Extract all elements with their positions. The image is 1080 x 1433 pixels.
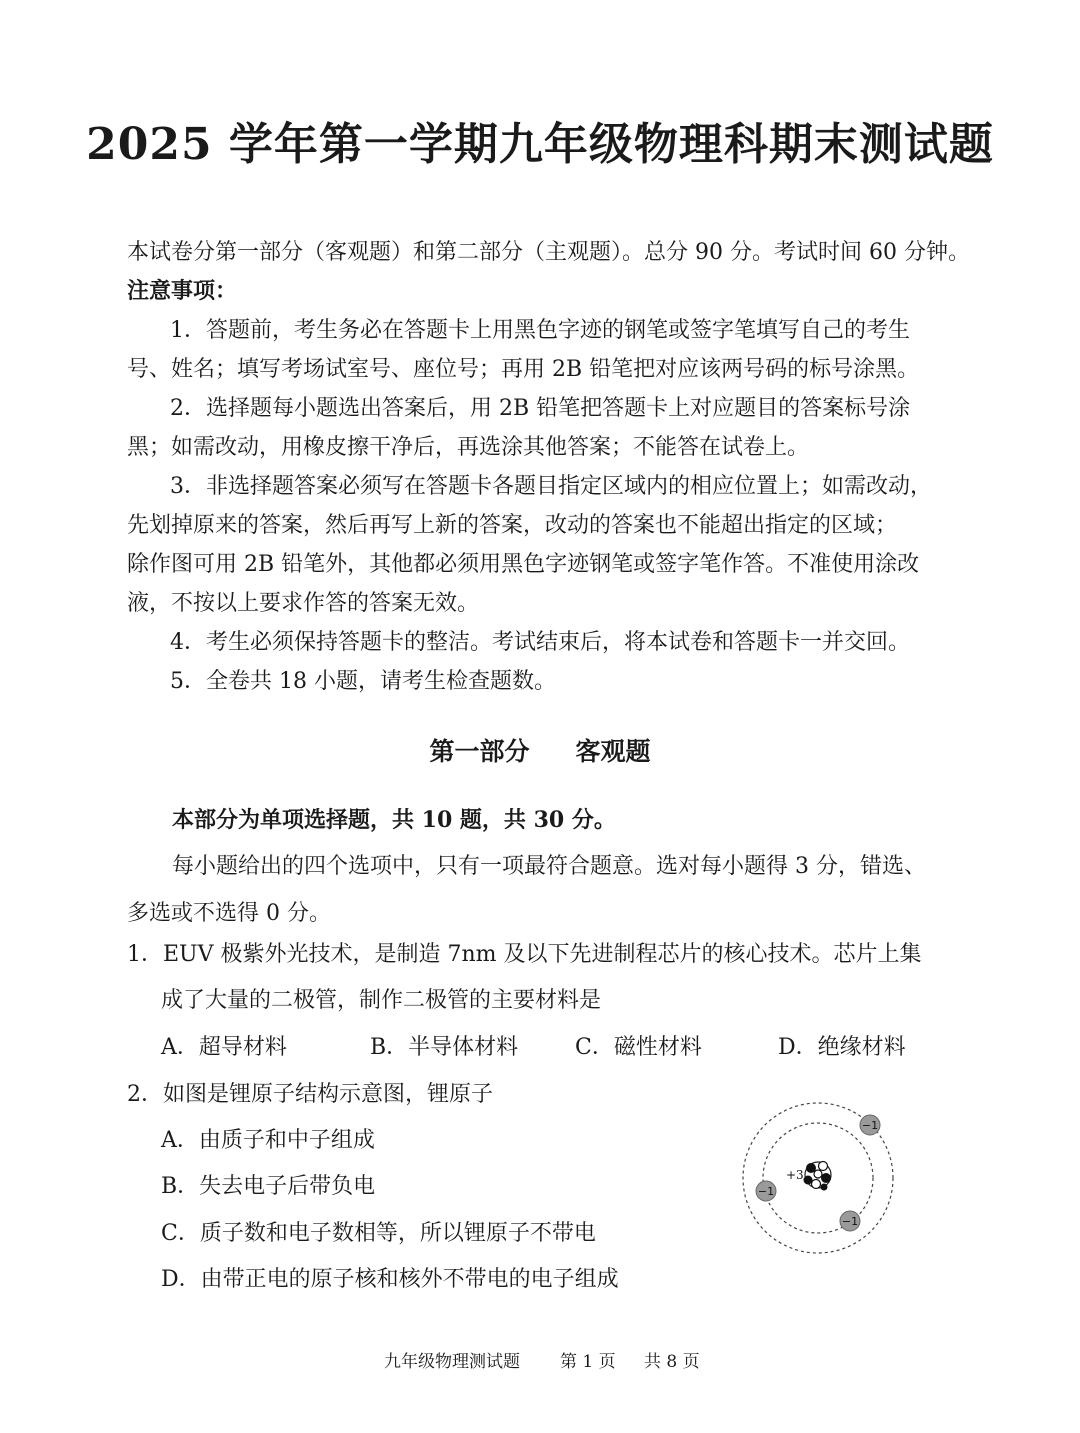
note-3-line-4: 液，不按以上要求作答的答案无效。 [127,591,480,616]
part-one-instruction-line-1: 每小题给出的四个选项中，只有一项最符合题意。选对每小题得 3 分，错选、 [172,854,926,879]
question-2-option-a: A．由质子和中子组成 [161,1128,375,1153]
part-one-heading [0,732,1080,768]
question-1-option-d: D．绝缘材料 [778,1035,906,1060]
electron-label: −1 [841,1215,859,1228]
note-2-line-1: 2．选择题每小题选出答案后，用 2B 铅笔把答题卡上对应题目的答案标号涂 [170,396,911,421]
part-one-instruction-line-2: 多选或不选得 0 分。 [127,901,331,926]
nucleus-particle [821,1184,828,1191]
lithium-atom-diagram [738,1098,898,1258]
notice-label: 注意事项： [127,279,238,304]
question-2-option-d: D．由带正电的原子核和核外不带电的电子组成 [161,1267,619,1292]
part-one-instruction-bold: 本部分为单项选择题，共 10 题，共 30 分。 [172,807,616,833]
electron [756,1181,776,1201]
electron-label: −1 [757,1185,775,1198]
nucleus-particle [812,1180,821,1189]
note-3-line-3: 除作图可用 2B 铅笔外，其他都必须用黑色字迹钢笔或签字笔作答。不准使用涂改 [127,552,920,577]
question-1-stem-line-2: 成了大量的二极管，制作二极管的主要材料是 [161,988,602,1013]
electron [860,1115,880,1135]
nucleus-particle [819,1162,828,1171]
part-one-heading-right: 客观题 [575,737,651,766]
note-1-line-1: 1．答题前，考生务必在答题卡上用黑色字迹的钢笔或签字笔填写自己的考生 [170,318,910,343]
footer-subject: 九年级物理测试题 [384,1352,520,1372]
question-1-stem-line-1: 1．EUV 极紫外光技术，是制造 7nm 及以下先进制程芯片的核心技术。芯片上集 [127,942,922,967]
note-2-line-2: 黑；如需改动，用橡皮擦干净后，再选涂其他答案；不能答在试卷上。 [127,435,810,460]
question-2-option-c: C．质子数和电子数相等，所以锂原子不带电 [161,1221,596,1246]
nucleus-particle [804,1176,813,1185]
note-1-line-2: 号、姓名；填写考场试室号、座位号；再用 2B 铅笔把对应该两号码的标号涂黑。 [127,357,920,382]
footer-total-pages: 共 8 页 [644,1352,700,1372]
note-3-line-2: 先划掉原来的答案，然后再写上新的答案，改动的答案也不能超出指定的区域； [127,513,898,538]
question-2-stem: 2．如图是锂原子结构示意图，锂原子 [127,1082,493,1107]
nucleus-particle [814,1170,822,1178]
note-4: 4．考生必须保持答题卡的整洁。考试结束后，将本试卷和答题卡一并交回。 [170,630,910,655]
note-5: 5．全卷共 18 小题，请考生检查题数。 [170,669,556,694]
question-1-option-b: B．半导体材料 [370,1035,519,1060]
note-3-line-1: 3．非选择题答案必须写在答题卡各题目指定区域内的相应位置上；如需改动， [170,474,932,499]
nucleus [804,1162,832,1191]
part-one-heading-left: 第一部分 [429,737,530,766]
electron-label: −1 [861,1119,879,1132]
footer-page-number: 第 1 页 [560,1352,616,1372]
nucleus-charge-label: +3 [786,1168,804,1182]
question-1-option-c: C．磁性材料 [575,1035,702,1060]
exam-summary: 本试卷分第一部分（客观题）和第二部分（主观题）。总分 90 分。考试时间 60 分钟。 [127,240,970,265]
electron [840,1211,860,1231]
question-1-option-a: A．超导材料 [161,1035,287,1060]
question-2-option-b: B．失去电子后带负电 [161,1174,376,1199]
page-title: 2025 学年第一学期九年级物理科期末测试题 [86,119,994,170]
